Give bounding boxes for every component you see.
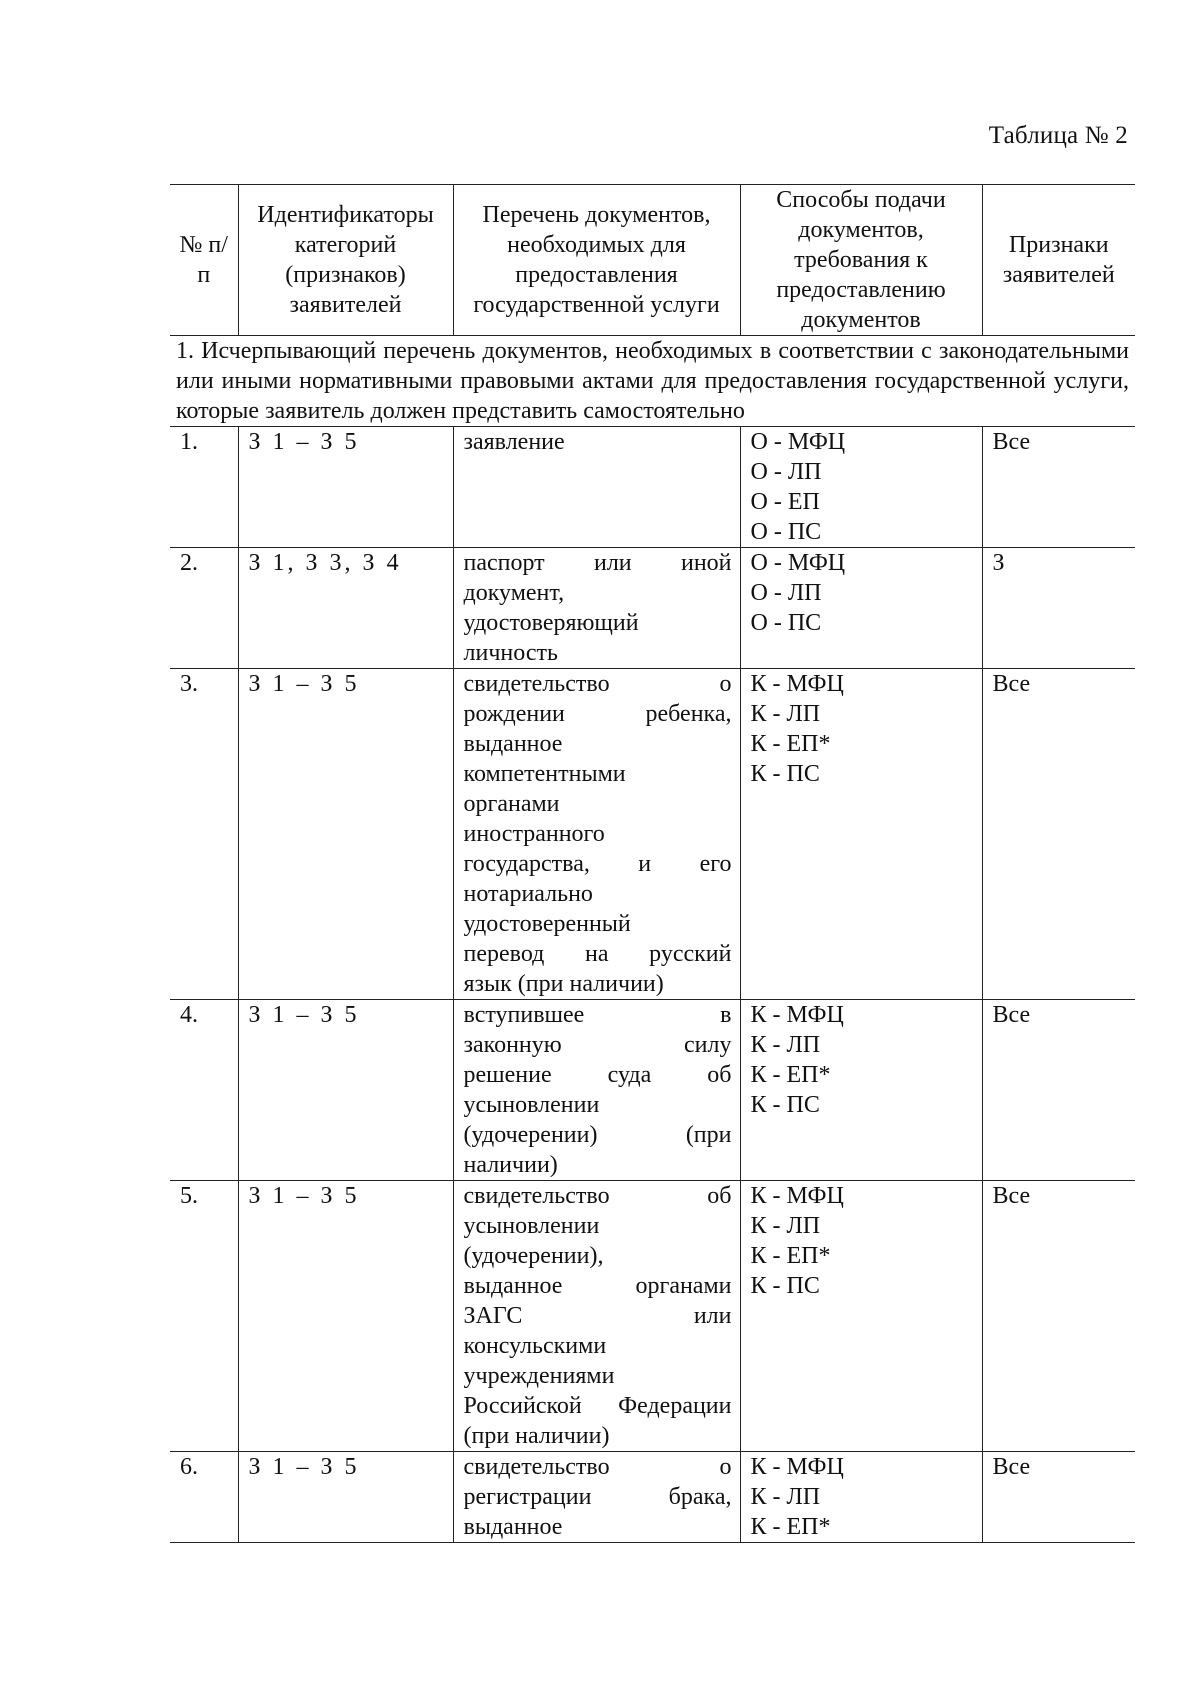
submission-way: К - МФЦ bbox=[750, 1002, 844, 1028]
row-number: 6. bbox=[170, 1452, 238, 1543]
submission-way: К - МФЦ bbox=[750, 671, 844, 697]
row-applicant-sign: Все bbox=[982, 1452, 1135, 1543]
document-line: учреждениями bbox=[463, 1363, 615, 1389]
row-applicant-sign: Все bbox=[982, 1181, 1135, 1452]
document-line: удостоверяющий bbox=[463, 610, 639, 636]
row-document bbox=[453, 669, 740, 1000]
table-row bbox=[170, 548, 1135, 669]
row-submission-ways bbox=[740, 1452, 982, 1543]
submission-way: К - ПС bbox=[750, 1092, 820, 1118]
row-applicant-sign: Все bbox=[982, 1000, 1135, 1181]
row-identifiers: З 1 – З 5 bbox=[238, 1000, 453, 1181]
document-line: (удочерении), bbox=[463, 1243, 604, 1269]
row-number: 4. bbox=[170, 1000, 238, 1181]
submission-way: К - ПС bbox=[750, 1273, 820, 1299]
row-document bbox=[453, 1181, 740, 1452]
submission-way: О - ЛП bbox=[750, 459, 822, 485]
submission-way: К - ЛП bbox=[750, 701, 821, 727]
submission-way: К - ЕП* bbox=[750, 1514, 831, 1540]
document-line: документ, bbox=[463, 580, 565, 606]
submission-way: К - МФЦ bbox=[750, 1454, 844, 1480]
row-submission-ways bbox=[740, 1181, 982, 1452]
submission-way: О - МФЦ bbox=[750, 429, 846, 455]
row-identifiers: З 1 – З 5 bbox=[238, 1452, 453, 1543]
row-submission-ways bbox=[740, 669, 982, 1000]
document-line: решение суда об bbox=[463, 1062, 732, 1088]
document-line: личность bbox=[463, 640, 558, 666]
row-submission-ways bbox=[740, 548, 982, 669]
documents-table bbox=[170, 184, 1135, 1543]
document-line: консульскими bbox=[463, 1333, 607, 1359]
row-applicant-sign: Все bbox=[982, 669, 1135, 1000]
document-line: (удочерении) (при bbox=[463, 1122, 732, 1148]
row-identifiers: З 1 – З 5 bbox=[238, 427, 453, 548]
row-number: 5. bbox=[170, 1181, 238, 1452]
header-row bbox=[170, 185, 1135, 336]
header-docs: Перечень документов, необходимых для предоставления государственной услуги bbox=[453, 185, 740, 336]
row-number: 1. bbox=[170, 427, 238, 548]
row-number: 3. bbox=[170, 669, 238, 1000]
document-line: компетентными bbox=[463, 761, 626, 787]
submission-way: К - ЛП bbox=[750, 1484, 821, 1510]
document-line: паспорт или иной bbox=[463, 550, 732, 576]
table-row bbox=[170, 1181, 1135, 1452]
document-line: выданное bbox=[463, 731, 563, 757]
document-line: свидетельство о bbox=[463, 671, 732, 697]
document-line: выданное органами bbox=[463, 1273, 732, 1299]
row-submission-ways bbox=[740, 1000, 982, 1181]
row-submission-ways bbox=[740, 427, 982, 548]
row-identifiers: З 1, З 3, З 4 bbox=[238, 548, 453, 669]
document-line: выданное bbox=[463, 1514, 563, 1540]
document-line: усыновлении bbox=[463, 1213, 600, 1239]
document-line: Российской Федерации bbox=[463, 1393, 732, 1419]
table-row bbox=[170, 669, 1135, 1000]
row-document bbox=[453, 427, 740, 548]
row-identifiers: З 1 – З 5 bbox=[238, 1181, 453, 1452]
document-line: усыновлении bbox=[463, 1092, 600, 1118]
submission-way: К - ЕП* bbox=[750, 1243, 831, 1269]
document-line: вступившее в bbox=[463, 1002, 732, 1028]
document-line: свидетельство о bbox=[463, 1454, 732, 1480]
table-row bbox=[170, 427, 1135, 548]
header-signs: Признаки заявителей bbox=[982, 185, 1135, 336]
document-line: удостоверенный bbox=[463, 911, 631, 937]
row-document bbox=[453, 548, 740, 669]
submission-way: К - ПС bbox=[750, 761, 820, 787]
row-document bbox=[453, 1452, 740, 1543]
document-line: перевод на русский bbox=[463, 941, 732, 967]
submission-way: К - МФЦ bbox=[750, 1183, 844, 1209]
row-applicant-sign: Все bbox=[982, 427, 1135, 548]
document-line: регистрации брака, bbox=[463, 1484, 732, 1510]
row-number: 2. bbox=[170, 548, 238, 669]
document-line: нотариально bbox=[463, 881, 593, 907]
table-row bbox=[170, 1452, 1135, 1543]
header-ways: Способы подачи документов, требования к предоставлению документов bbox=[740, 185, 982, 336]
row-document bbox=[453, 1000, 740, 1181]
document-line: (при наличии) bbox=[463, 1423, 610, 1449]
document-line: рождении ребенка, bbox=[463, 701, 732, 727]
submission-way: О - ПС bbox=[750, 610, 822, 636]
row-applicant-sign: З bbox=[982, 548, 1135, 669]
table-caption: Таблица № 2 bbox=[988, 122, 1128, 149]
submission-way: О - ПС bbox=[750, 519, 822, 545]
document-line: ЗАГС или bbox=[463, 1303, 732, 1329]
submission-way: О - ЛП bbox=[750, 580, 822, 606]
submission-way: К - ЕП* bbox=[750, 731, 831, 757]
document-line: заявление bbox=[463, 429, 565, 455]
document-line: законную силу bbox=[463, 1032, 732, 1058]
submission-way: К - ЛП bbox=[750, 1032, 821, 1058]
document-line: наличии) bbox=[463, 1152, 558, 1178]
row-identifiers: З 1 – З 5 bbox=[238, 669, 453, 1000]
document-line: органами bbox=[463, 791, 560, 817]
section-row bbox=[170, 336, 1135, 427]
document-line: иностранного bbox=[463, 821, 605, 847]
document-line: свидетельство об bbox=[463, 1183, 732, 1209]
header-ids: Идентификаторы категорий (признаков) заявителей bbox=[238, 185, 453, 336]
submission-way: К - ЕП* bbox=[750, 1062, 831, 1088]
header-num: № п/п bbox=[170, 185, 238, 336]
table-row bbox=[170, 1000, 1135, 1181]
document-line: язык (при наличии) bbox=[463, 971, 664, 997]
submission-way: О - ЕП bbox=[750, 489, 820, 515]
submission-way: К - ЛП bbox=[750, 1213, 821, 1239]
section-title: 1. Исчерпывающий перечень документов, необходимых в соответствии с законодательными или иными нормативными правовыми актами для предоставления государственной услуги, которые заявитель должен представить самостоятельно bbox=[170, 336, 1135, 427]
document-line: государства, и его bbox=[463, 851, 732, 877]
submission-way: О - МФЦ bbox=[750, 550, 846, 576]
